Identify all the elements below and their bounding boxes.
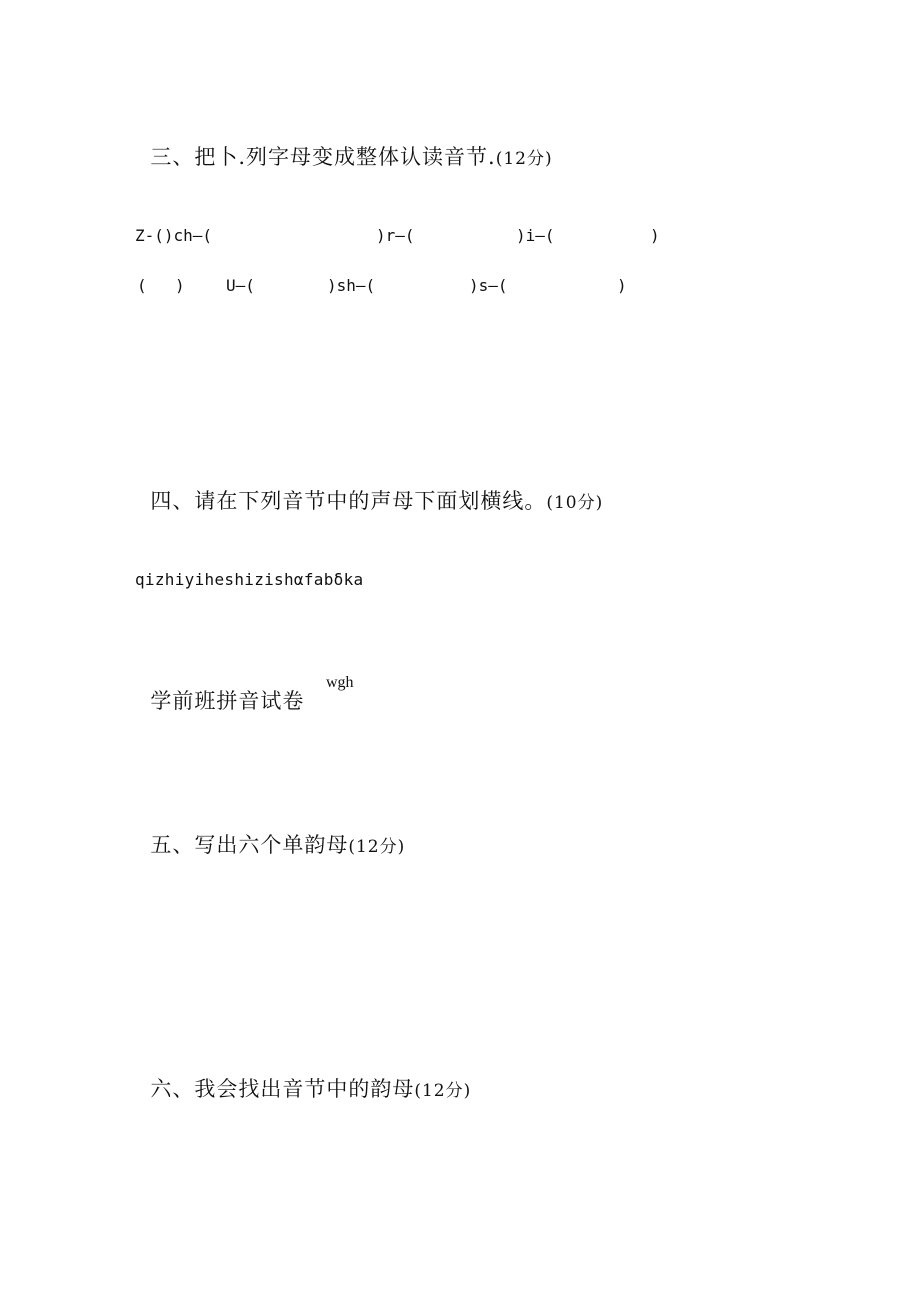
section-6-score: (12分) — [414, 1081, 472, 1101]
exam-title-suffix: wgh — [326, 674, 354, 691]
section-3-row-2-item-3: U—( — [226, 276, 255, 295]
section-5-heading-text: 五、写出六个单韵母 — [150, 833, 349, 857]
section-6-heading — [135, 1058, 471, 1100]
section-3-row-2-item-4: )sh—( — [327, 276, 376, 295]
section-3-row-2-item-6: ) — [617, 276, 627, 295]
section-3-row-2-item-2: ) — [175, 276, 185, 295]
section-5-score: (12分) — [348, 837, 406, 857]
section-4-syllables: qizhiyiheshizishαfabδka — [135, 570, 364, 589]
section-4-heading — [135, 470, 603, 512]
section-3-row-1-item-4: ) — [650, 226, 660, 245]
section-3-row-1-item-1: Z-()ch—( — [135, 226, 213, 245]
section-3-row-2-item-5: )s—( — [469, 276, 508, 295]
section-3-heading-text: 三、把卜.列字母变成整体认读音节. — [150, 145, 496, 169]
exam-title-text: 学前班拼音试卷 — [150, 689, 305, 713]
section-3-heading — [135, 126, 553, 168]
section-3-row-1-item-2: )r—( — [376, 226, 415, 245]
section-4-score: (10分) — [546, 493, 604, 513]
section-4-heading-text: 四、请在下列音节中的声母下面划横线。 — [150, 489, 547, 513]
section-6-heading-text: 六、我会找出音节中的韵母 — [150, 1077, 415, 1101]
exam-title — [135, 670, 304, 712]
section-3-row-2-item-1: ( — [137, 276, 147, 295]
section-3-score: (12分) — [495, 149, 553, 169]
section-5-heading — [135, 814, 405, 856]
section-3-row-1-item-3: )i—( — [516, 226, 555, 245]
